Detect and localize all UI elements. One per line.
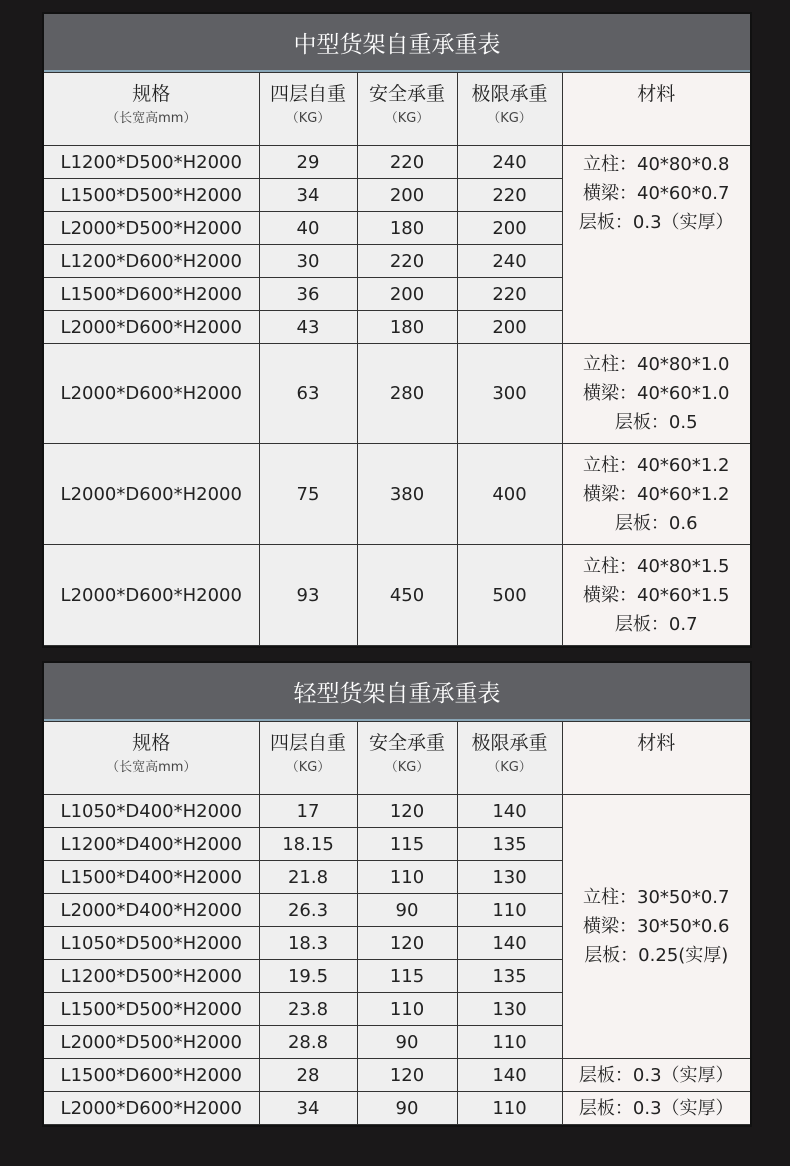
table-row	[44, 444, 750, 545]
cell-limit: 135	[457, 960, 562, 993]
cell-material	[562, 545, 750, 646]
cell-weight: 63	[259, 344, 357, 444]
header-unit: （KG）	[285, 760, 331, 775]
cell-safe: 380	[357, 444, 457, 545]
cell-limit: 200	[457, 311, 562, 344]
header-label: 规格	[132, 732, 171, 754]
cell-spec: L1200*D500*H2000	[44, 960, 259, 993]
material-line: 层板：0.6	[614, 512, 698, 534]
cell-safe: 200	[357, 278, 457, 311]
cell-limit: 135	[457, 828, 562, 861]
cell-weight: 18.15	[259, 828, 357, 861]
cell-safe: 120	[357, 1059, 457, 1092]
cell-limit: 130	[457, 861, 562, 894]
cell-weight: 18.3	[259, 927, 357, 960]
cell-weight: 28	[259, 1059, 357, 1092]
cell-spec: L1200*D400*H2000	[44, 828, 259, 861]
cell-spec: L1050*D500*H2000	[44, 927, 259, 960]
cell-spec: L2000*D500*H2000	[44, 212, 259, 245]
cell-limit: 240	[457, 146, 562, 179]
cell-limit: 300	[457, 344, 562, 444]
cell-weight: 34	[259, 179, 357, 212]
table-row	[44, 146, 750, 179]
header-unit: （KG）	[285, 111, 331, 126]
header-unit: （KG）	[487, 111, 532, 126]
header-label: 规格	[132, 83, 171, 105]
cell-spec: L1500*D500*H2000	[44, 179, 259, 212]
col-spec-header	[44, 73, 259, 146]
cell-safe: 180	[357, 212, 457, 245]
header-row	[44, 73, 750, 146]
header-label: 安全承重	[368, 83, 445, 105]
cell-limit: 110	[457, 1092, 562, 1125]
cell-limit: 220	[457, 278, 562, 311]
cell-limit: 140	[457, 927, 562, 960]
header-unit: （KG）	[487, 760, 532, 775]
cell-weight: 36	[259, 278, 357, 311]
cell-spec: L1500*D500*H2000	[44, 993, 259, 1026]
cell-safe: 90	[357, 1092, 457, 1125]
material-line: 横梁：40*60*1.2	[583, 483, 730, 505]
header-label: 极限承重	[471, 732, 548, 754]
cell-safe: 220	[357, 245, 457, 278]
material-line: 横梁：30*50*0.6	[583, 916, 730, 937]
cell-limit: 220	[457, 179, 562, 212]
material-line: 立柱：30*50*0.7	[583, 887, 730, 908]
cell-spec: L1200*D600*H2000	[44, 245, 259, 278]
cell-spec: L2000*D600*H2000	[44, 1092, 259, 1125]
cell-weight: 43	[259, 311, 357, 344]
cell-spec: L2000*D600*H2000	[44, 545, 259, 646]
material-line: 层板：0.3（实厚）	[578, 212, 734, 233]
col-safe-header	[357, 73, 457, 146]
cell-weight: 26.3	[259, 894, 357, 927]
material-line: 层板：0.7	[614, 613, 698, 635]
cell-safe: 180	[357, 311, 457, 344]
cell-limit: 140	[457, 795, 562, 828]
medium-shelf-table	[42, 12, 752, 648]
material-line: 层板：0.3（实厚）	[578, 1064, 734, 1086]
table-row	[44, 1059, 750, 1092]
table-row	[44, 1092, 750, 1125]
cell-safe: 200	[357, 179, 457, 212]
col-spec-header	[44, 722, 259, 795]
header-label: 材料	[637, 83, 676, 105]
material-line: 横梁：40*60*1.5	[583, 584, 730, 606]
header-row	[44, 722, 750, 795]
cell-safe: 120	[357, 795, 457, 828]
cell-limit: 110	[457, 894, 562, 927]
material-line: 横梁：40*60*0.7	[583, 183, 730, 204]
cell-spec: L1500*D600*H2000	[44, 1059, 259, 1092]
cell-material	[562, 795, 750, 1059]
light-shelf-table	[42, 661, 752, 1127]
table-row	[44, 795, 750, 828]
cell-material	[562, 1059, 750, 1092]
cell-safe: 90	[357, 1026, 457, 1059]
cell-spec: L1200*D500*H2000	[44, 146, 259, 179]
col-safe-header	[357, 722, 457, 795]
cell-spec: L2000*D600*H2000	[44, 344, 259, 444]
cell-material	[562, 344, 750, 444]
col-weight-header	[259, 722, 357, 795]
cell-weight: 23.8	[259, 993, 357, 1026]
cell-weight: 29	[259, 146, 357, 179]
header-unit: （KG）	[384, 111, 430, 126]
cell-safe: 90	[357, 894, 457, 927]
material-line: 横梁：40*60*1.0	[583, 383, 730, 404]
cell-weight: 19.5	[259, 960, 357, 993]
cell-weight: 40	[259, 212, 357, 245]
cell-limit: 200	[457, 212, 562, 245]
col-material-header	[562, 73, 750, 146]
col-limit-header	[457, 722, 562, 795]
header-unit: （KG）	[384, 760, 430, 775]
cell-safe: 280	[357, 344, 457, 444]
table-row	[44, 344, 750, 444]
cell-safe: 220	[357, 146, 457, 179]
cell-weight: 34	[259, 1092, 357, 1125]
cell-spec: L1050*D400*H2000	[44, 795, 259, 828]
material-line: 立柱：40*80*1.5	[583, 555, 730, 577]
material-line: 立柱：40*60*1.2	[583, 454, 730, 476]
col-weight-header	[259, 73, 357, 146]
cell-limit: 500	[457, 545, 562, 646]
header-label: 极限承重	[471, 83, 548, 105]
cell-spec: L1500*D600*H2000	[44, 278, 259, 311]
cell-safe: 115	[357, 960, 457, 993]
cell-material	[562, 444, 750, 545]
cell-limit: 400	[457, 444, 562, 545]
header-label: 安全承重	[368, 732, 445, 754]
material-line: 层板：0.3（实厚）	[578, 1097, 734, 1119]
material-line: 层板：0.25(实厚)	[584, 945, 729, 966]
cell-weight: 30	[259, 245, 357, 278]
material-line: 立柱：40*80*1.0	[583, 354, 730, 375]
cell-safe: 110	[357, 861, 457, 894]
cell-material	[562, 146, 750, 344]
table-title: 中型货架自重承重表	[44, 14, 750, 72]
cell-safe: 450	[357, 545, 457, 646]
cell-spec: L1500*D400*H2000	[44, 861, 259, 894]
table-row	[44, 545, 750, 646]
table-title: 轻型货架自重承重表	[44, 663, 750, 721]
cell-weight: 75	[259, 444, 357, 545]
cell-material	[562, 1092, 750, 1125]
cell-limit: 130	[457, 993, 562, 1026]
header-label: 材料	[637, 732, 676, 754]
cell-weight: 28.8	[259, 1026, 357, 1059]
header-label: 四层自重	[269, 732, 346, 754]
cell-limit: 140	[457, 1059, 562, 1092]
header-label: 四层自重	[269, 83, 346, 105]
header-unit: （长宽高mm）	[106, 111, 197, 126]
cell-spec: L2000*D600*H2000	[44, 444, 259, 545]
cell-safe: 115	[357, 828, 457, 861]
cell-safe: 110	[357, 993, 457, 1026]
cell-limit: 240	[457, 245, 562, 278]
header-unit: （长宽高mm）	[106, 760, 197, 775]
material-line: 立柱：40*80*0.8	[583, 154, 730, 175]
cell-spec: L2000*D400*H2000	[44, 894, 259, 927]
cell-spec: L2000*D600*H2000	[44, 311, 259, 344]
cell-limit: 110	[457, 1026, 562, 1059]
cell-spec: L2000*D500*H2000	[44, 1026, 259, 1059]
cell-weight: 21.8	[259, 861, 357, 894]
col-limit-header	[457, 73, 562, 146]
material-line: 层板：0.5	[614, 412, 698, 433]
cell-safe: 120	[357, 927, 457, 960]
cell-weight: 93	[259, 545, 357, 646]
cell-weight: 17	[259, 795, 357, 828]
col-material-header	[562, 722, 750, 795]
